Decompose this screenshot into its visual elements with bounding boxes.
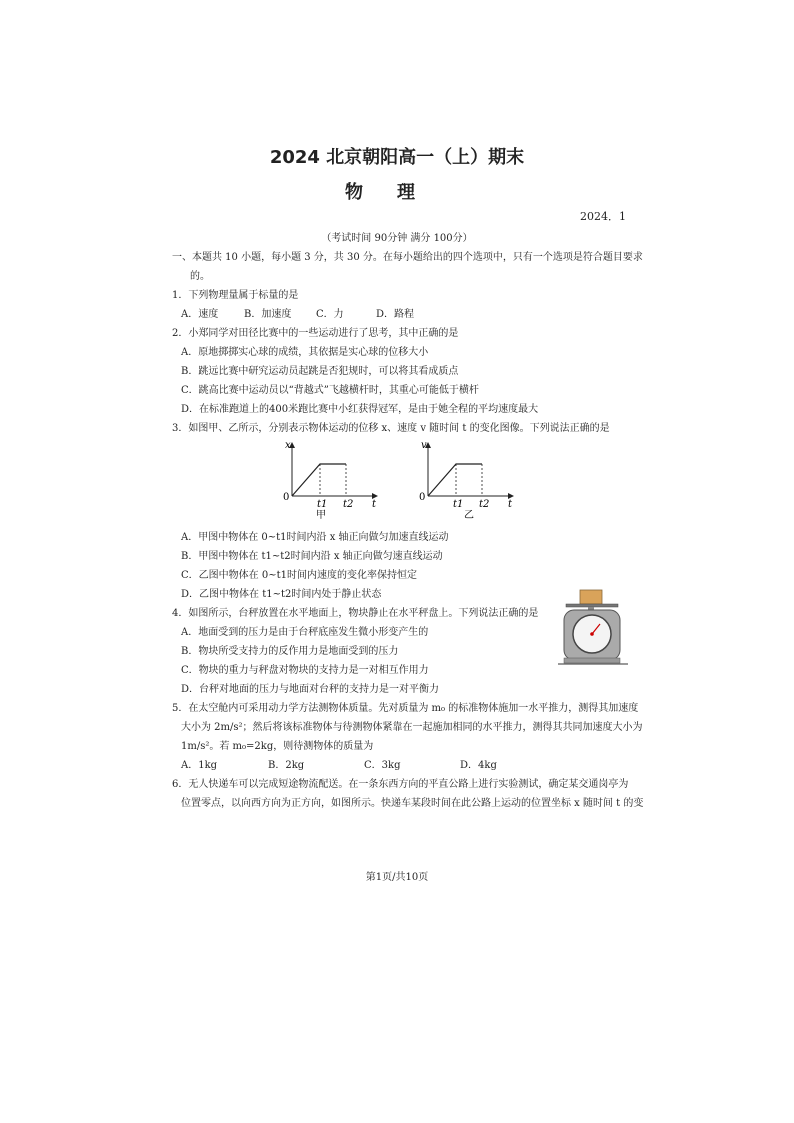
q1-option-b: B．加速度: [244, 309, 292, 320]
graph-right-origin: 0: [419, 492, 426, 503]
graph-right-t1: t1: [453, 499, 464, 510]
scale-pan: [566, 604, 618, 607]
scale-base: [564, 658, 620, 663]
graph-left-origin: 0: [283, 492, 290, 503]
graph-right-t2: t2: [479, 499, 490, 510]
q1-option-a: A．速度: [181, 309, 219, 320]
q3-graph-right: [416, 440, 516, 520]
q3-option-d: D．乙图中物体在 t1~t2时间内处于静止状态: [181, 589, 382, 600]
q2-option-d: D．在标准跑道上的400米跑比赛中小红获得冠军，是由于她全程的平均速度最大: [181, 404, 539, 415]
block-on-scale: [580, 590, 602, 604]
exam-info: （考试时间 90分钟 满分 100分）: [321, 233, 473, 244]
q5-line1: 5．在太空舱内可采用动力学方法测物体质量。先对质量为 m₀ 的标准物体施加一水平推力，测得其加速度: [172, 703, 639, 714]
section-intro-line2: 的。: [190, 271, 210, 282]
graph-right-y-label: v: [421, 440, 427, 451]
graph-left-y-label: x: [285, 440, 291, 451]
q1-option-c: C．力: [316, 309, 344, 320]
q5-line2: 大小为 2m/s²；然后将该标准物体与待测物体紧靠在一起施加相同的水平推力，测得其共同加速度大小为: [181, 722, 643, 733]
page-footer: 第1页/共10页: [365, 872, 429, 883]
q4-option-a: A．地面受到的压力是由于台秤底座发生微小形变产生的: [181, 627, 429, 638]
q3-option-c: C．乙图中物体在 0~t1时间内速度的变化率保持恒定: [181, 570, 417, 581]
graph-left-t1: t1: [317, 499, 328, 510]
q3-stem: 3．如图甲、乙所示，分别表示物体运动的位移 x、速度 v 随时间 t 的变化图像。下列说法正确的是: [172, 423, 610, 434]
graph-right-t-label: t: [508, 499, 513, 510]
q6-line1: 6．无人快递车可以完成短途物流配送。在一条东西方向的平直公路上进行实验测试，确定某交通岗亭为: [172, 779, 629, 790]
q1-stem: 1．下列物理量属于标量的是: [172, 290, 299, 301]
graph-right-caption: 乙: [464, 510, 474, 520]
subject-title: 物理: [345, 182, 449, 203]
q5-option-a: A．1kg: [181, 760, 218, 771]
q5-line3: 1m/s²。若 m₀=2kg，则待测物体的质量为: [181, 741, 374, 752]
graph-left-t-label: t: [372, 499, 377, 510]
graph-left-caption: 甲: [316, 510, 326, 520]
q3-option-b: B．甲图中物体在 t1~t2时间内沿 x 轴正向做匀速直线运动: [181, 551, 443, 562]
q5-option-d: D．4kg: [460, 760, 497, 771]
q2-option-a: A．原地掷掷实心球的成绩，其依据是实心球的位移大小: [181, 347, 429, 358]
q6-line2: 位置零点，以向西方向为正方向，如图所示。快递车某段时间在此公路上运动的位置坐标 x 随时间 t 的变: [181, 798, 644, 809]
q5-option-c: C．3kg: [364, 760, 401, 771]
page-title: 2024 北京朝阳高一（上）期末: [269, 147, 525, 168]
q2-option-c: C．跳高比赛中运动员以“背越式”飞越横杆时，其重心可能低于横杆: [181, 385, 479, 396]
q2-option-b: B．跳远比赛中研究运动员起跳是否犯规时，可以将其看成质点: [181, 366, 459, 377]
exam-date: 2024．1: [580, 210, 626, 223]
q4-stem: 4．如图所示，台秤放置在水平地面上，物块静止在水平秤盘上。下列说法正确的是: [172, 608, 539, 619]
q4-option-d: D．台秤对地面的压力与地面对台秤的支持力是一对平衡力: [181, 684, 440, 695]
graph-left-t2: t2: [343, 499, 354, 510]
section-intro-line1: 一、本题共 10 小题，每小题 3 分，共 30 分。在每小题给出的四个选项中，只有一个选项是符合题目要求: [172, 252, 643, 263]
q5-option-b: B．2kg: [268, 760, 305, 771]
scale-illustration: [558, 588, 628, 668]
q4-option-c: C．物块的重力与秤盘对物块的支持力是一对相互作用力: [181, 665, 429, 676]
q3-option-a: A．甲图中物体在 0~t1时间内沿 x 轴正向做匀加速直线运动: [181, 532, 449, 543]
q2-stem: 2．小郑同学对田径比赛中的一些运动进行了思考，其中正确的是: [172, 328, 459, 339]
q3-graph-left: [280, 440, 380, 520]
q1-option-d: D．路程: [376, 309, 415, 320]
q4-option-b: B．物块所受支持力的反作用力是地面受到的压力: [181, 646, 399, 657]
